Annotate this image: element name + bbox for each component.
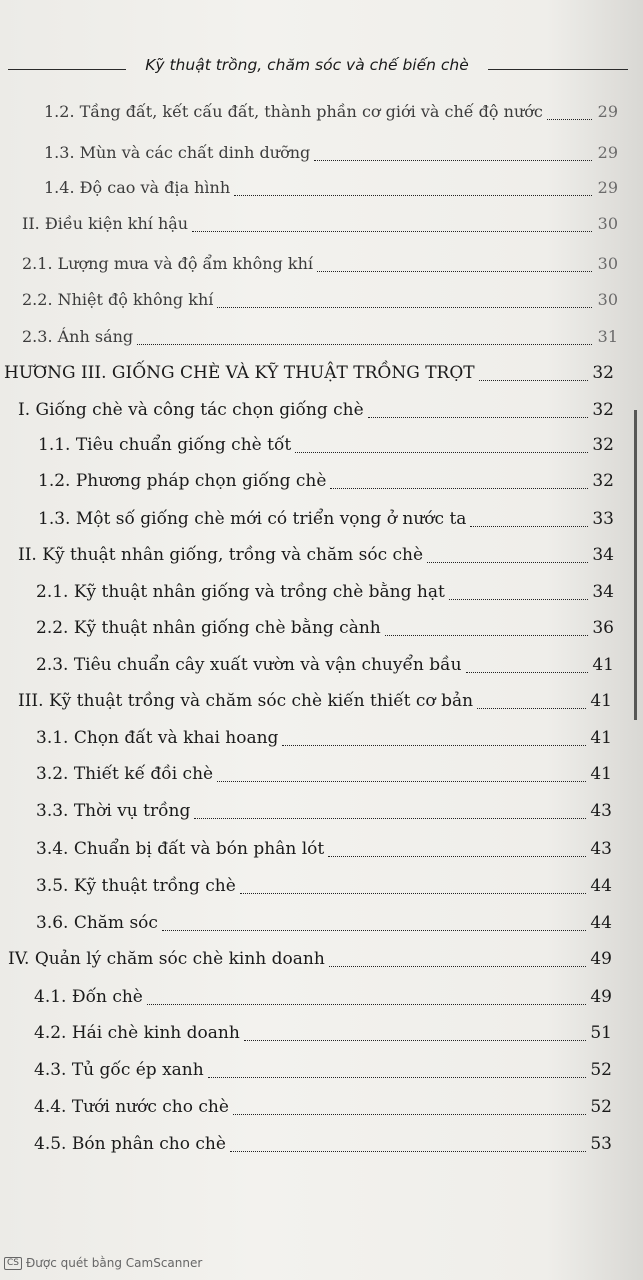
toc-leader-dots: [233, 1113, 586, 1115]
toc-entry-label: 2.1. Lượng mưa và độ ẩm không khí: [22, 254, 313, 273]
toc-entry: [36, 617, 614, 641]
toc-leader-dots: [368, 416, 588, 418]
toc-entry-page: 44: [590, 913, 612, 933]
toc-entry-label: 3.3. Thời vụ trồng: [36, 801, 191, 821]
toc-entry-label: 4.5. Bón phân cho chè: [34, 1134, 226, 1154]
toc-entry-label: 4.2. Hái chè kinh doanh: [34, 1023, 240, 1043]
toc-entry-page: 30: [597, 214, 618, 233]
toc-entry-page: 29: [597, 143, 618, 162]
toc-entry: [38, 470, 614, 494]
toc-leader-dots: [295, 451, 588, 453]
toc-entry: [44, 177, 618, 201]
toc-entry-label: 3.4. Chuẩn bị đất và bón phân lót: [36, 839, 325, 859]
toc-entry-label: I. Giống chè và công tác chọn giống chè: [18, 400, 364, 420]
toc-section-entry: [18, 544, 614, 568]
scanner-watermark: [4, 1256, 202, 1270]
toc-entry-label: 2.3. Ánh sáng: [22, 327, 134, 346]
toc-leader-dots: [314, 159, 592, 161]
toc-leader-dots: [192, 230, 592, 232]
toc-leader-dots: [317, 270, 592, 272]
toc-entry-label: 1.2. Phương pháp chọn giống chè: [38, 471, 327, 491]
toc-leader-dots: [194, 817, 586, 819]
toc-leader-dots: [449, 598, 588, 600]
toc-entry-page: 34: [592, 545, 614, 565]
toc-entry-label: 1.3. Một số giống chè mới có triển vọng ở nước ta: [38, 509, 467, 529]
toc-entry-label: II. Điều kiện khí hậu: [22, 214, 189, 233]
toc-entry: [22, 213, 618, 237]
toc-entry: [36, 581, 614, 605]
toc-entry-page: 43: [590, 839, 612, 859]
toc-leader-dots: [427, 561, 588, 563]
toc-entry-page: 49: [590, 949, 612, 969]
toc-entry-label: 3.2. Thiết kế đồi chè: [36, 764, 214, 784]
toc-entry: [34, 986, 612, 1010]
toc-leader-dots: [385, 634, 588, 636]
toc-section-entry: [8, 948, 612, 972]
toc-entry-page: 43: [590, 801, 612, 821]
toc-entry: [36, 727, 612, 751]
toc-entry-label: 3.5. Kỹ thuật trồng chè: [36, 876, 236, 896]
toc-entry-label: III. Kỹ thuật trồng và chăm sóc chè kiến thiết cơ bản: [18, 691, 474, 711]
toc-leader-dots: [137, 343, 592, 345]
toc-leader-dots: [479, 379, 588, 381]
toc-entry-label: 4.3. Tủ gốc ép xanh: [34, 1060, 204, 1080]
toc-entry: [22, 326, 618, 350]
running-header: [0, 56, 643, 80]
toc-section-entry: [18, 690, 612, 714]
toc-entry: [44, 101, 618, 125]
toc-entry-page: 41: [590, 691, 612, 711]
toc-leader-dots: [282, 744, 586, 746]
toc-leader-dots: [162, 929, 586, 931]
toc-leader-dots: [217, 780, 586, 782]
toc-entry-page: 36: [592, 618, 614, 638]
toc-entry: [22, 289, 618, 313]
toc-entry-page: 30: [597, 290, 618, 309]
toc-entry-page: 52: [590, 1097, 612, 1117]
toc-entry-page: 30: [597, 254, 618, 273]
toc-entry-page: 29: [597, 102, 618, 121]
toc-leader-dots: [329, 965, 586, 967]
toc-entry-page: 49: [590, 987, 612, 1007]
toc-entry: [34, 1096, 612, 1120]
toc-leader-dots: [477, 707, 586, 709]
toc-entry: [36, 912, 612, 936]
toc-entry-page: 34: [592, 582, 614, 602]
camscanner-icon: CS: [4, 1257, 22, 1270]
header-rule-left: [8, 69, 126, 70]
toc-entry-page: 51: [590, 1023, 612, 1043]
toc-entry-page: 33: [592, 509, 614, 529]
toc-entry: [34, 1059, 612, 1083]
toc-entry-label: HƯƠNG III. GIỐNG CHÈ VÀ KỸ THUẬT TRỒNG TRỌT: [4, 363, 475, 383]
toc-leader-dots: [208, 1076, 586, 1078]
header-title: Kỹ thuật trồng, chăm sóc và chế biến chè: [145, 56, 469, 74]
toc-entry-page: 41: [590, 764, 612, 784]
toc-entry-page: 32: [592, 435, 614, 455]
toc-leader-dots: [147, 1003, 586, 1005]
toc-entry: [36, 763, 612, 787]
toc-entry: [36, 800, 612, 824]
toc-entry-label: 1.3. Mùn và các chất dinh dưỡng: [44, 143, 311, 162]
toc-entry: [44, 142, 618, 166]
toc-leader-dots: [244, 1039, 586, 1041]
toc-entry-label: 2.3. Tiêu chuẩn cây xuất vườn và vận chuyển bầu: [36, 655, 462, 675]
toc-entry: [22, 253, 618, 277]
toc-entry-label: II. Kỹ thuật nhân giống, trồng và chăm sóc chè: [18, 545, 424, 565]
toc-leader-dots: [330, 487, 588, 489]
toc-leader-dots: [547, 118, 592, 120]
toc-leader-dots: [230, 1150, 586, 1152]
toc-entry: [38, 508, 614, 532]
page-binding-shadow: [634, 410, 637, 720]
toc-leader-dots: [217, 306, 592, 308]
toc-leader-dots: [240, 892, 586, 894]
toc-entry: [34, 1022, 612, 1046]
toc-entry: [36, 838, 612, 862]
toc-leader-dots: [466, 671, 588, 673]
toc-entry-label: 3.1. Chọn đất và khai hoang: [36, 728, 279, 748]
toc-entry-page: 41: [592, 655, 614, 675]
toc-entry-page: 44: [590, 876, 612, 896]
toc-entry-label: 1.2. Tầng đất, kết cấu đất, thành phần cơ giới và chế độ nước: [44, 102, 543, 121]
toc-section-entry: [18, 399, 614, 423]
toc-entry-page: 32: [592, 471, 614, 491]
toc-entry: [36, 875, 612, 899]
toc-entry-page: 52: [590, 1060, 612, 1080]
toc-chapter-entry: [4, 362, 614, 386]
toc-entry: [36, 654, 614, 678]
toc-entry: [34, 1133, 612, 1157]
toc-entry-label: 3.6. Chăm sóc: [36, 913, 158, 933]
toc-entry-page: 29: [597, 178, 618, 197]
toc-entry-page: 31: [597, 327, 618, 346]
toc-entry-label: 1.4. Độ cao và địa hình: [44, 178, 231, 197]
toc-entry-page: 53: [590, 1134, 612, 1154]
toc-entry-page: 41: [590, 728, 612, 748]
toc-entry-label: 2.2. Kỹ thuật nhân giống chè bằng cành: [36, 618, 381, 638]
header-rule-right: [488, 69, 628, 70]
watermark-text: Được quét bằng CamScanner: [26, 1256, 203, 1270]
toc-leader-dots: [234, 194, 592, 196]
toc-entry-label: IV. Quản lý chăm sóc chè kinh doanh: [8, 949, 325, 969]
toc-leader-dots: [470, 525, 588, 527]
toc-entry-page: 32: [592, 363, 614, 383]
toc-entry-label: 2.1. Kỹ thuật nhân giống và trồng chè bằng hạt: [36, 582, 445, 602]
toc-entry-label: 4.1. Đốn chè: [34, 987, 143, 1007]
toc-entry-label: 4.4. Tưới nước cho chè: [34, 1097, 229, 1117]
toc-entry-page: 32: [592, 400, 614, 420]
toc-leader-dots: [328, 855, 586, 857]
toc-entry-label: 2.2. Nhiệt độ không khí: [22, 290, 214, 309]
toc-entry: [38, 434, 614, 458]
toc-entry-label: 1.1. Tiêu chuẩn giống chè tốt: [38, 435, 292, 455]
